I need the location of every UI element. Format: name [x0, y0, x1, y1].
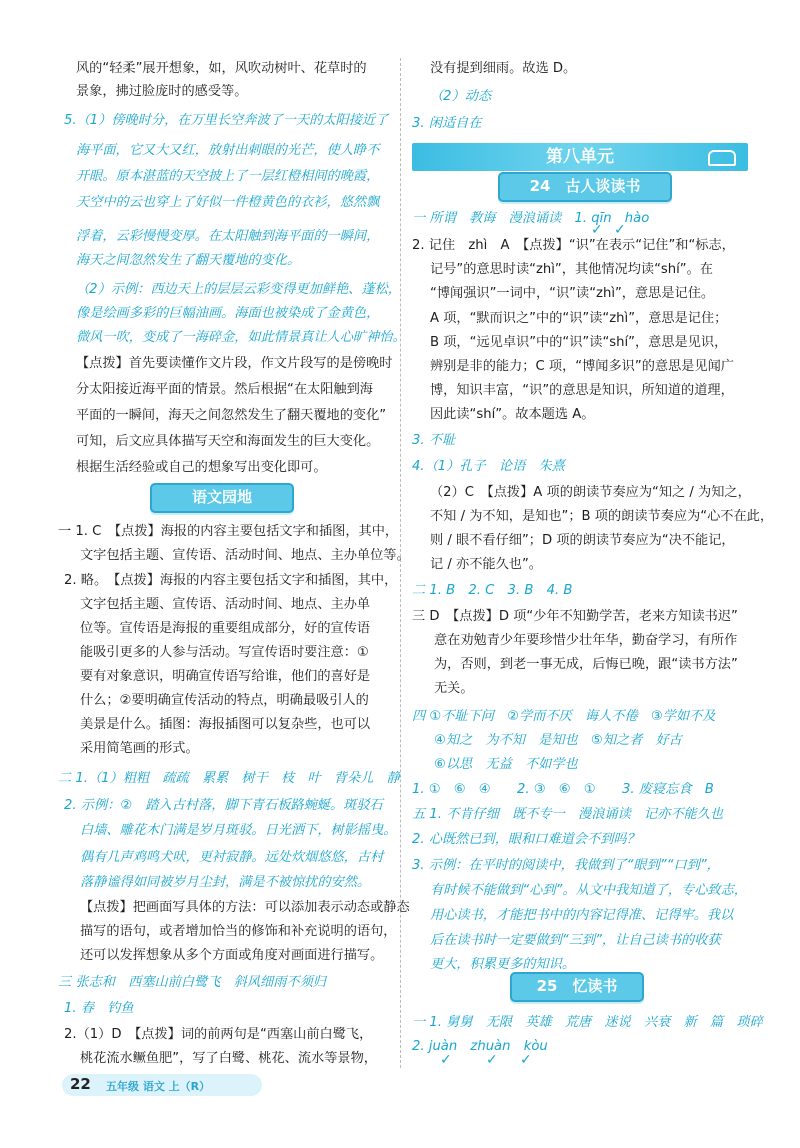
- right-text-line: 4.（1）孔子 论语 朱熹: [412, 459, 565, 474]
- left-text-line: 三 张志和 西塞山前白鹭飞 斜风细雨不须归: [58, 975, 326, 990]
- left-text-line: 2.（1）D 【点拨】词的前两句是“西塞山前白鹭飞，: [64, 1027, 373, 1042]
- left-text-line: 分太阳接近海平面的情景。然后根据“在太阳触到海: [76, 382, 373, 397]
- left-text-line: 开眼。原本湛蓝的天空披上了一层红橙相间的晚霞，: [76, 169, 380, 184]
- right-text-line: 2. juàn zhuàn kòu: [412, 1039, 548, 1054]
- right-text-line: （2）C 【点拨】A 项的朗读节奏应为“知之 / 为知之，: [430, 485, 751, 500]
- right-text-line: 后在读书时一定要做到“三到”，让自己读书的收获: [430, 933, 721, 948]
- check-mark: ✓: [614, 222, 626, 238]
- right-text-line: 二 1. B 2. C 3. B 4. B: [412, 583, 573, 598]
- right-text-line: （2）动态: [430, 89, 492, 104]
- left-text-line: 二 1.（1）粗粗 疏疏 累累 树干 枝 叶 背朵儿 静: [58, 771, 400, 786]
- left-text-line: 像是绘画多彩的巨幅油画。海面也被染成了金黄色，: [76, 306, 380, 321]
- right-text-line: 因此读“shí”。故本题选 A。: [430, 407, 595, 422]
- right-text-line: 为，否则，到老一事无成，后悔已晚，跟“读书方法”: [434, 657, 738, 672]
- right-text-line: 意在劝勉青少年要珍惜少壮年华，勤奋学习，有所作: [434, 633, 738, 648]
- right-text-line: 记 / 亦不能久也”。: [430, 557, 542, 572]
- left-text-line: 【点拨】把画面写具体的方法：可以添加表示动态或静态: [80, 900, 410, 915]
- right-text-line: ④知之 为不知 是知也 ⑤知之者 好古: [434, 733, 682, 748]
- right-text-line: B 项，“远见卓识”中的“识”读“shí”，意思是见识，: [430, 335, 728, 350]
- right-text-line: 三 D 【点拨】D 项“少年不知勤学苦，老来方知读书迟”: [412, 609, 738, 624]
- left-text-line: 平面的一瞬间，海天之间忽然发生了翻天覆地的变化”: [76, 408, 387, 423]
- right-text-line: 没有提到细雨。故选 D。: [430, 61, 577, 76]
- right-text-line: 无关。: [434, 681, 474, 696]
- left-text-line: 能吸引更多的人参与活动。写宣传语时要注意：①: [80, 645, 369, 660]
- check-mark: ✓: [486, 1052, 498, 1068]
- right-text-line: 一 所谓 教诲 漫浪诵读 1. qīn hào: [412, 211, 650, 226]
- right-text-line: 博，知识丰富，“识”的意思是知识，所知道的道理，: [430, 383, 734, 398]
- right-text-line: A 项，“默而识之”中的“识”读“zhì”，意思是记住；: [430, 311, 728, 326]
- right-text-line: 3. 示例：在平时的阅读中，我做到了“眼到”“口到”，: [412, 858, 720, 873]
- left-text-line: 还可以发挥想象从多个方面或角度对画面进行描写。: [80, 948, 384, 963]
- right-text-line: 不知 / 为不知，是知也”；B 项的朗读节奏应为“心不在此，: [430, 509, 774, 524]
- left-text-line: 海天之间忽然发生了翻天覆地的变化。: [76, 253, 301, 268]
- right-text-line: 1. ① ⑥ ④ 2. ③ ⑥ ① 3. 废寝忘食 B: [412, 782, 714, 797]
- right-text-line: 一 1. 舅舅 无限 英雄 荒唐 迷说 兴衰 新 篇 琐碎: [412, 1015, 763, 1030]
- car-icon: [708, 150, 736, 166]
- left-text-line: 文字包括主题、宣传语、活动时间、地点、主办单位等。: [80, 548, 410, 563]
- right-text-line: 四 ①不耻下问 ②学而不厌 诲人不倦 ③学如不及: [412, 709, 716, 724]
- left-text-line: 白墙、雕花木门满是岁月斑驳。日光洒下，树影摇曳。: [80, 823, 397, 838]
- page-number: 22: [70, 1075, 91, 1093]
- right-text-line: 辨别是非的能力；C 项，“博闻多识”的意思是见闻广: [430, 359, 734, 374]
- unit-banner: [412, 143, 748, 171]
- unit-banner-title: 第八单元: [546, 147, 614, 167]
- left-text-line: 文字包括主题、宣传语、活动时间、地点、主办单: [80, 597, 371, 612]
- right-text-line: 有时候不能做到“心到”。从文中我知道了，专心致志，: [430, 883, 747, 898]
- left-text-line: 描写的语句，或者增加恰当的修饰和补充说明的语句，: [80, 924, 397, 939]
- left-text-line: 风的“轻柔”展开想象，如，风吹动树叶、花草时的: [76, 61, 367, 76]
- right-text-line: 2. 记住 zhì A 【点拨】“识”在表示“记住”和“标志，: [412, 238, 735, 253]
- lesson-25-heading: 25 忆读书: [510, 972, 644, 1002]
- left-text-line: 微风一吹，变成了一海碎金，如此情景真让人心旷神怡。: [76, 330, 406, 345]
- left-text-line: 偶有几声鸡鸣犬吠，更衬寂静。远处炊烟悠悠，古村: [80, 850, 384, 865]
- right-text-line: 五 1. 不肯仔细 既不专一 漫浪诵读 记亦不能久也: [412, 807, 724, 822]
- left-text-line: 景象，拂过脸庞时的感受等。: [76, 84, 248, 99]
- left-text-line: 要有对象意识，明确宣传语写给谁，他们的喜好是: [80, 669, 371, 684]
- right-text-line: 则 / 眼不看仔细”；D 项的朗读节奏应为“决不能记，: [430, 533, 735, 548]
- left-text-line: 一 1. C 【点拨】海报的内容主要包括文字和插图，其中，: [58, 524, 399, 539]
- left-text-line: 浮着，云彩慢慢变厚。在太阳触到海平面的一瞬间，: [76, 229, 380, 244]
- left-text-line: 海平面，它又大又红，放射出刺眼的光芒，使人睁不: [76, 143, 380, 158]
- left-text-line: 根据生活经验或自己的想象写出变化即可。: [76, 460, 327, 475]
- right-text-line: 用心读书，才能把书中的内容记得准、记得牢。我以: [430, 908, 734, 923]
- left-text-line: 5.（1）傍晚时分，在万里长空奔波了一天的太阳接近了: [64, 113, 389, 128]
- check-mark: ✓: [440, 1052, 452, 1068]
- right-text-line: “博闻强识”一词中，“识”读“zhì”，意思是记住。: [430, 286, 715, 301]
- right-text-line: 3. 闲适自在: [412, 116, 482, 131]
- right-text-line: 2. 心既然已到，眼和口难道会不到吗？: [412, 832, 640, 847]
- left-text-line: 什么；②要明确宣传活动的特点，明确最吸引人的: [80, 693, 369, 708]
- right-text-line: 记号”的意思时读“zhì”，其他情况均读“shí”。在: [430, 262, 713, 277]
- left-text-line: 【点拨】首先要读懂作文片段，作文片段写的是傍晚时: [76, 356, 393, 371]
- left-text-line: 1. 春 钓鱼: [64, 1001, 134, 1016]
- left-text-line: 桃花流水鳜鱼肥”，写了白鹭、桃花、流水等景物，: [80, 1051, 377, 1066]
- left-text-line: 采用简笔画的形式。: [80, 741, 199, 756]
- left-text-line: （2）示例：西边天上的层层云彩变得更加鲜艳、蓬松，: [76, 282, 401, 297]
- left-text-line: 2. 示例：② 踏入古村落，脚下青石板路蜿蜒。斑驳石: [64, 798, 383, 813]
- left-text-line: 可知，后文应具体描写天空和海面发生的巨大变化。: [76, 434, 380, 449]
- right-text-line: ⑥以思 无益 不如学也: [434, 757, 578, 772]
- left-text-line: 落静谧得如同被岁月尘封，满是不被惊扰的安然。: [80, 875, 371, 890]
- check-mark: ✓: [520, 1052, 532, 1068]
- section-heading-yuwen-yuandi: 语文园地: [150, 483, 294, 513]
- lesson-24-heading: 24 古人谈读书: [498, 172, 672, 202]
- right-text-line: 更大，积累更多的知识。: [430, 957, 576, 972]
- right-text-line: 3. 不耻: [412, 433, 456, 448]
- left-text-line: 美景是什么。插图：海报插图可以复杂些，也可以: [80, 717, 371, 732]
- left-text-line: 2. 略。 【点拨】海报的内容主要包括文字和插图，其中，: [64, 573, 398, 588]
- left-text-line: 位等。宣传语是海报的重要组成部分，好的宣传语: [80, 621, 371, 636]
- left-text-line: 天空中的云也穿上了好似一件橙黄色的衣衫，悠然飘: [76, 195, 380, 210]
- footer-label: 五年级 语文 上（R）: [106, 1080, 211, 1093]
- check-mark: ✓: [591, 222, 603, 238]
